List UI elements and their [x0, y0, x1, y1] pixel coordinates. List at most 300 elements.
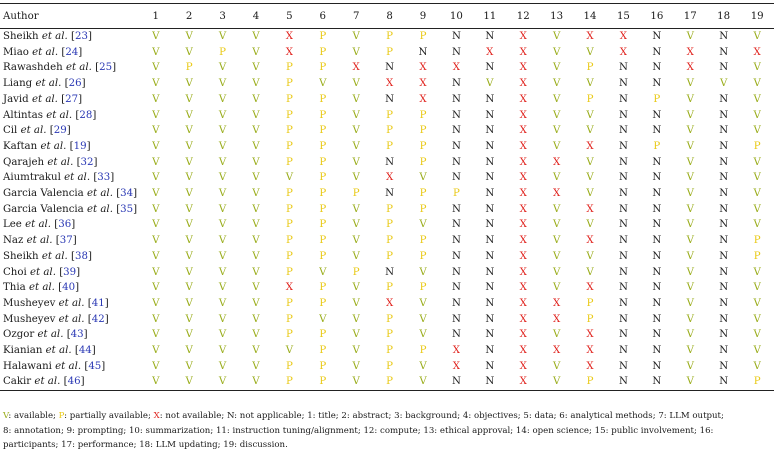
et-al-text: et al. — [26, 235, 53, 247]
status-cell: V — [252, 282, 260, 294]
status-cell: P — [386, 109, 394, 121]
status-cell: V — [185, 282, 193, 294]
author-name: Garcia Valencia — [3, 188, 84, 200]
status-cell: N — [451, 235, 461, 247]
et-al-text: et al. — [87, 188, 113, 200]
table-row — [0, 280, 774, 296]
column-header-12: 12 — [507, 4, 540, 29]
citation-link[interactable]: 23 — [74, 31, 88, 42]
status-cell: P — [419, 188, 427, 200]
status-cell: P — [285, 297, 293, 309]
status-cell: X — [552, 188, 561, 200]
status-cell: N — [719, 329, 729, 341]
author-name: Kaftan — [3, 140, 38, 152]
status-cell: V — [152, 125, 160, 137]
status-cell: P — [419, 282, 427, 294]
status-cell: X — [519, 109, 527, 121]
status-cell: X — [519, 31, 527, 42]
et-al-text: et al. — [46, 109, 73, 121]
status-cell: P — [285, 109, 293, 121]
status-cell: V — [185, 31, 193, 42]
status-cell: N — [451, 172, 461, 184]
status-cell: N — [618, 345, 628, 357]
status-cell: N — [485, 235, 495, 247]
citation-link[interactable]: 43 — [70, 329, 84, 341]
status-cell: N — [451, 297, 461, 309]
status-cell: V — [552, 219, 561, 231]
citation-link[interactable]: 41 — [91, 297, 105, 309]
status-cell: V — [686, 219, 694, 231]
status-cell: P — [285, 62, 293, 74]
status-cell: P — [653, 93, 661, 105]
status-cell: P — [419, 125, 427, 137]
status-cell: P — [319, 140, 327, 152]
status-cell: V — [686, 235, 694, 247]
status-cell: V — [218, 93, 227, 105]
status-cell: V — [586, 125, 594, 137]
status-cell: N — [652, 31, 662, 42]
status-cell: V — [252, 235, 260, 247]
author-name: Sheikh — [3, 31, 39, 42]
status-cell: V — [686, 266, 694, 278]
legend-available-symbol: V — [3, 411, 9, 421]
table-row — [0, 155, 774, 171]
status-cell: N — [719, 266, 729, 278]
status-cell: X — [452, 360, 461, 372]
status-cell: V — [352, 203, 360, 215]
table-row — [0, 296, 774, 312]
author-cell: Halawani et al. [45] — [3, 360, 106, 372]
status-cell: N — [618, 282, 628, 294]
status-cell: N — [652, 46, 662, 58]
status-cell: V — [686, 156, 694, 168]
status-cell: V — [152, 78, 160, 90]
status-cell: V — [185, 329, 193, 341]
status-cell: V — [206, 374, 239, 390]
status-cell: P — [319, 219, 327, 231]
et-al-text: et al. — [35, 78, 62, 90]
status-cell: P — [285, 250, 293, 262]
legend-partial-text: : partially available; — [64, 411, 151, 421]
status-cell: P — [419, 345, 427, 357]
et-al-text: et al. — [64, 172, 91, 184]
author-name: Garcia Valencia — [3, 203, 84, 215]
status-cell: N — [652, 313, 662, 325]
status-cell: V — [686, 203, 694, 215]
status-cell: P — [273, 374, 306, 390]
author-cell: Musheyev et al. [42] — [3, 313, 109, 325]
status-cell: V — [139, 374, 172, 390]
status-cell: V — [252, 31, 260, 42]
status-cell: V — [319, 78, 327, 90]
citation-link[interactable]: 37 — [59, 235, 73, 247]
status-cell: X — [419, 62, 427, 74]
author-name: Rawashdeh — [3, 62, 63, 74]
status-cell: V — [352, 46, 360, 58]
status-cell: N — [607, 374, 640, 390]
status-cell: P — [452, 188, 460, 200]
et-al-text: et al. — [31, 93, 58, 105]
status-cell: V — [218, 297, 227, 309]
status-cell: V — [352, 93, 360, 105]
status-cell: V — [218, 188, 227, 200]
status-cell: V — [753, 62, 761, 74]
column-header-9: 9 — [406, 4, 439, 29]
status-cell: V — [586, 266, 594, 278]
table-row — [0, 108, 774, 124]
status-cell: N — [652, 62, 662, 74]
status-cell: N — [485, 219, 495, 231]
status-cell: V — [218, 125, 227, 137]
status-cell: V — [552, 140, 561, 152]
status-cell: V — [552, 78, 561, 90]
status-cell: V — [252, 46, 260, 58]
et-al-text: et al. — [40, 140, 67, 152]
status-cell: P — [319, 62, 327, 74]
status-cell: N — [618, 62, 628, 74]
status-cell: P — [386, 282, 394, 294]
status-cell: V — [218, 203, 227, 215]
status-cell: X — [586, 31, 594, 42]
status-cell: V — [185, 203, 193, 215]
status-cell: X — [686, 62, 694, 74]
status-cell: V — [252, 172, 260, 184]
status-cell: X — [519, 266, 527, 278]
status-cell: V — [152, 172, 160, 184]
status-cell: V — [252, 297, 260, 309]
status-cell: V — [152, 329, 160, 341]
status-cell: P — [419, 250, 427, 262]
status-cell: V — [686, 188, 694, 200]
status-cell: V — [406, 374, 439, 390]
status-cell: V — [252, 93, 260, 105]
status-cell: X — [519, 125, 527, 137]
status-cell: N — [652, 172, 662, 184]
status-cell: N — [485, 266, 495, 278]
author-cell: Garcia Valencia et al. [35] — [3, 203, 138, 215]
status-cell: N — [485, 329, 495, 341]
status-cell: V — [172, 374, 205, 390]
table-row — [0, 265, 774, 281]
status-cell: V — [586, 188, 594, 200]
citation-link[interactable]: 38 — [74, 250, 88, 262]
status-cell: X — [552, 345, 561, 357]
status-cell: P — [419, 235, 427, 247]
reporting-table — [0, 3, 774, 391]
status-cell: V — [352, 172, 360, 184]
status-cell: N — [618, 360, 628, 372]
status-cell: V — [352, 329, 360, 341]
status-cell: N — [451, 78, 461, 90]
status-cell: N — [719, 297, 729, 309]
status-cell: V — [152, 188, 160, 200]
status-cell: P — [373, 374, 406, 390]
status-cell: V — [218, 78, 227, 90]
status-cell: N — [652, 360, 662, 372]
status-cell: N — [485, 188, 495, 200]
column-header-3: 3 — [206, 4, 239, 29]
status-cell: P — [386, 360, 394, 372]
status-cell: X — [552, 313, 561, 325]
status-cell: N — [473, 374, 506, 390]
status-cell: N — [485, 282, 495, 294]
status-cell: X — [519, 250, 527, 262]
et-al-text: et al. — [58, 297, 85, 309]
status-cell: V — [552, 203, 561, 215]
table-legend — [3, 409, 773, 453]
status-cell: V — [252, 78, 260, 90]
status-cell: X — [507, 374, 540, 390]
et-al-text: et al. — [30, 266, 56, 278]
status-cell: V — [686, 329, 694, 341]
status-cell: V — [185, 345, 193, 357]
status-cell: P — [319, 360, 327, 372]
column-header-18: 18 — [707, 4, 740, 29]
status-cell: N — [451, 250, 461, 262]
status-cell: V — [552, 329, 561, 341]
status-cell: N — [652, 109, 662, 121]
status-cell: P — [285, 360, 293, 372]
status-cell: V — [586, 78, 594, 90]
status-cell: N — [485, 297, 495, 309]
author-name: Choi — [3, 266, 27, 278]
author-name: Miao — [3, 46, 29, 58]
status-cell: N — [652, 250, 662, 262]
citation-link[interactable]: 46 — [67, 376, 81, 388]
status-cell: X — [519, 297, 527, 309]
status-cell: N — [451, 125, 461, 137]
citation-link[interactable]: 25 — [99, 62, 113, 74]
citation-link[interactable]: 45 — [88, 360, 102, 372]
status-cell: P — [386, 140, 394, 152]
status-cell: V — [753, 203, 761, 215]
column-header-10: 10 — [440, 4, 473, 29]
status-cell: V — [152, 360, 160, 372]
author-name: Thia — [3, 282, 26, 294]
et-al-text: et al. — [45, 345, 72, 357]
citation-link[interactable]: 42 — [91, 313, 105, 325]
status-cell: V — [686, 282, 694, 294]
status-cell: P — [285, 140, 293, 152]
et-al-text: et al. — [55, 360, 82, 372]
status-cell: P — [386, 46, 394, 58]
legend-line-1 — [3, 409, 773, 424]
status-cell: V — [753, 297, 761, 309]
et-al-text: et al. — [32, 46, 59, 58]
et-al-text: et al. — [65, 62, 92, 74]
author-cell: Sheikh et al. [38] — [3, 250, 92, 262]
citation-link[interactable]: 40 — [62, 282, 76, 294]
status-cell: N — [618, 172, 628, 184]
status-cell: P — [219, 46, 226, 58]
column-header-19: 19 — [740, 4, 774, 29]
status-cell: V — [352, 140, 360, 152]
status-cell: N — [451, 109, 461, 121]
status-cell: V — [586, 109, 594, 121]
status-cell: P — [386, 235, 394, 247]
status-cell: V — [218, 329, 227, 341]
status-cell: V — [674, 374, 707, 390]
status-cell: V — [239, 374, 272, 390]
status-cell: N — [618, 109, 628, 121]
status-cell: N — [451, 140, 461, 152]
status-cell: V — [218, 62, 227, 74]
citation-link[interactable]: 28 — [79, 109, 93, 121]
column-header-17: 17 — [674, 4, 707, 29]
legend-line-3: participants; 17: performance; 18: LLM updating; 19: discussion. — [3, 440, 288, 450]
citation-link[interactable]: 26 — [68, 78, 82, 90]
status-cell: V — [753, 266, 761, 278]
status-cell: P — [386, 125, 394, 137]
status-cell: V — [252, 125, 260, 137]
status-cell: V — [218, 345, 227, 357]
status-cell: V — [152, 219, 160, 231]
status-cell: V — [185, 46, 193, 58]
citation-link[interactable]: 32 — [80, 156, 94, 168]
status-cell: V — [552, 250, 561, 262]
status-cell: N — [485, 62, 495, 74]
status-cell: V — [152, 46, 160, 58]
status-cell: P — [753, 140, 761, 152]
status-cell: V — [419, 297, 427, 309]
status-cell: N — [719, 46, 729, 58]
status-cell: P — [319, 203, 327, 215]
status-cell: N — [640, 374, 673, 390]
citation-link[interactable]: 24 — [65, 46, 79, 58]
status-cell: N — [485, 172, 495, 184]
citation-link[interactable]: 35 — [120, 203, 134, 215]
status-cell: N — [618, 313, 628, 325]
et-al-text: et al. — [58, 313, 85, 325]
status-cell: V — [552, 46, 561, 58]
status-cell: P — [319, 250, 327, 262]
author-name: Halawani — [3, 360, 52, 372]
status-cell: P — [653, 140, 661, 152]
status-cell: X — [586, 140, 594, 152]
status-cell: V — [185, 156, 193, 168]
author-cell: Qarajeh et al. [32] — [3, 156, 98, 168]
status-cell: N — [719, 31, 729, 42]
status-cell: V — [552, 360, 561, 372]
status-cell: V — [218, 282, 227, 294]
status-cell: V — [218, 235, 227, 247]
status-cell: X — [385, 78, 394, 90]
status-cell: V — [352, 125, 360, 137]
status-cell: V — [686, 125, 694, 137]
status-cell: N — [618, 297, 628, 309]
status-cell: P — [285, 125, 293, 137]
status-cell: N — [618, 266, 628, 278]
status-cell: V — [686, 313, 694, 325]
et-al-text: et al. — [20, 125, 47, 137]
status-cell: X — [519, 188, 527, 200]
status-cell: V — [419, 172, 427, 184]
status-cell: V — [185, 78, 193, 90]
status-cell: P — [419, 156, 427, 168]
status-cell: V — [152, 345, 160, 357]
citation-link[interactable]: 44 — [78, 345, 92, 357]
status-cell: V — [252, 140, 260, 152]
column-header-14: 14 — [573, 4, 606, 29]
et-al-text: et al. — [41, 31, 68, 42]
status-cell: V — [152, 235, 160, 247]
author-name: Cakir — [3, 376, 32, 388]
status-cell: X — [586, 282, 594, 294]
status-cell: V — [686, 31, 694, 42]
status-cell: V — [686, 140, 694, 152]
status-cell: P — [352, 266, 360, 278]
status-cell: N — [485, 360, 495, 372]
status-cell: P — [386, 345, 394, 357]
status-cell: X — [519, 313, 527, 325]
status-cell: N — [719, 93, 729, 105]
citation-link[interactable]: 36 — [58, 219, 72, 231]
citation-link[interactable]: 29 — [53, 125, 67, 137]
author-name: Ozgor — [3, 329, 35, 341]
status-cell: X — [619, 46, 628, 58]
status-cell: V — [218, 313, 227, 325]
status-cell: P — [586, 93, 594, 105]
status-cell: N — [652, 125, 662, 137]
status-cell: V — [218, 360, 227, 372]
citation-link[interactable]: 39 — [63, 266, 77, 278]
author-name: Kianian — [3, 345, 43, 357]
status-cell: X — [519, 93, 527, 105]
status-cell: P — [573, 374, 606, 390]
status-cell: V — [185, 125, 193, 137]
status-cell: V — [252, 345, 260, 357]
author-name: Javid — [3, 93, 29, 105]
status-cell: V — [352, 219, 360, 231]
status-cell: N — [618, 250, 628, 262]
table-body — [0, 29, 774, 391]
status-cell: N — [719, 156, 729, 168]
citation-link[interactable]: 27 — [65, 93, 79, 105]
status-cell: P — [586, 62, 594, 74]
status-cell: V — [419, 219, 427, 231]
status-cell: X — [519, 140, 527, 152]
status-cell: V — [552, 266, 561, 278]
status-cell: X — [586, 329, 594, 341]
status-cell: P — [319, 297, 327, 309]
status-cell: X — [686, 46, 694, 58]
citation-link[interactable]: 34 — [120, 188, 134, 200]
status-cell: N — [719, 62, 729, 74]
status-cell: N — [385, 62, 395, 74]
status-cell: V — [352, 235, 360, 247]
status-cell: N — [652, 345, 662, 357]
author-name: Lee — [3, 219, 22, 231]
status-cell: N — [719, 140, 729, 152]
status-cell: V — [185, 297, 193, 309]
status-cell: N — [618, 125, 628, 137]
status-cell: P — [285, 329, 293, 341]
author-cell: Naz et al. [37] — [3, 235, 77, 247]
status-cell: V — [686, 109, 694, 121]
citation-link[interactable]: 33 — [97, 172, 111, 184]
status-cell: N — [451, 203, 461, 215]
status-cell: N — [719, 250, 729, 262]
table-row — [0, 202, 774, 218]
table-row — [0, 359, 774, 375]
table-row — [0, 312, 774, 328]
citation-link[interactable]: 19 — [73, 140, 87, 152]
status-cell: V — [252, 360, 260, 372]
column-header-7: 7 — [339, 4, 372, 29]
status-cell: V — [719, 78, 728, 90]
status-cell: N — [618, 219, 628, 231]
status-cell: P — [285, 219, 293, 231]
